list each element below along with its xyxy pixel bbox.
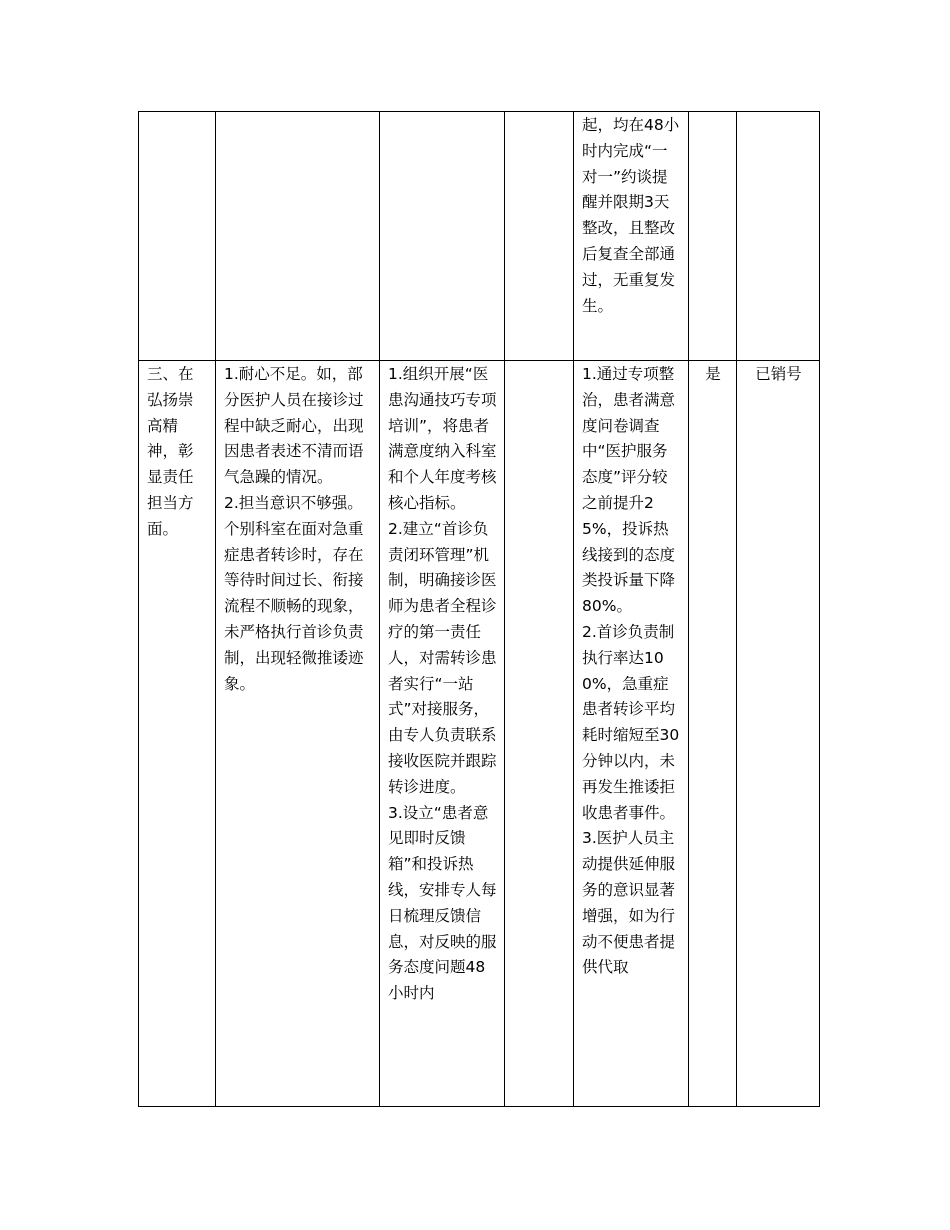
cell-problems: [216, 361, 380, 1107]
result-paragraph: 2.首诊负责制执行率达100%，急重症患者转诊平均耗时缩短至30分钟以内，未再发生推诿拒收患者事件。: [582, 622, 680, 822]
cell-responsible: [505, 361, 574, 1107]
measure-paragraph: 3.设立“患者意见即时反馈箱”和投诉热线，安排专人每日梳理反馈信息，对反映的服务态度问题48小时内: [388, 803, 497, 1003]
cell-responsible: [505, 112, 574, 361]
cell-completed: 是: [689, 361, 737, 1107]
table-row: [139, 361, 820, 1107]
problem-paragraph: 2.担当意识不够强。个别科室在面对急重症患者转诊时，存在等待时间过长、衔接流程不顺畅的现象，未严格执行首诊负责制，出现轻微推诿迹象。: [224, 493, 364, 693]
cell-issue-area: 三、在弘扬崇高精神，彰显责任担当方面。: [139, 361, 216, 1107]
table-row: [139, 112, 820, 361]
result-paragraph: 3.医护人员主动提供延伸服务的意识显著增强，如为行动不便患者提供代取: [582, 829, 676, 977]
cell-completed: [689, 112, 737, 361]
problem-paragraph: 1.耐心不足。如，部分医护人员在接诊过程中缺乏耐心，出现因患者表述不清而语气急躁的情况。: [224, 365, 364, 487]
cell-problems: [216, 112, 380, 361]
cell-status: 已销号: [737, 361, 820, 1107]
cell-results: [574, 112, 689, 361]
rectification-table: [138, 111, 820, 1107]
measure-paragraph: 2.建立“首诊负责闭环管理”机制，明确接诊医师为患者全程诊疗的第一责任人，对需转诊患者实行“一站式”对接服务，由专人负责联系接收医院并跟踪转诊进度。: [388, 519, 497, 796]
result-paragraph: 1.通过专项整治，患者满意度问卷调查中“医护服务态度”评分较之前提升25%，投诉热线接到的态度类投诉量下降80%。: [582, 365, 676, 616]
measure-paragraph: 1.组织开展“医患沟通技巧专项培训”，将患者满意度纳入科室和个人年度考核核心指标。: [388, 365, 497, 512]
result-paragraph: 起，均在48小时内完成“一对一”约谈提醒并限期3天整改，且整改后复查全部通过，无重复发生。: [582, 116, 680, 315]
cell-status: [737, 112, 820, 361]
cell-measures: [380, 112, 505, 361]
cell-results: [574, 361, 689, 1107]
cell-measures: [380, 361, 505, 1107]
cell-issue-area: [139, 112, 216, 361]
